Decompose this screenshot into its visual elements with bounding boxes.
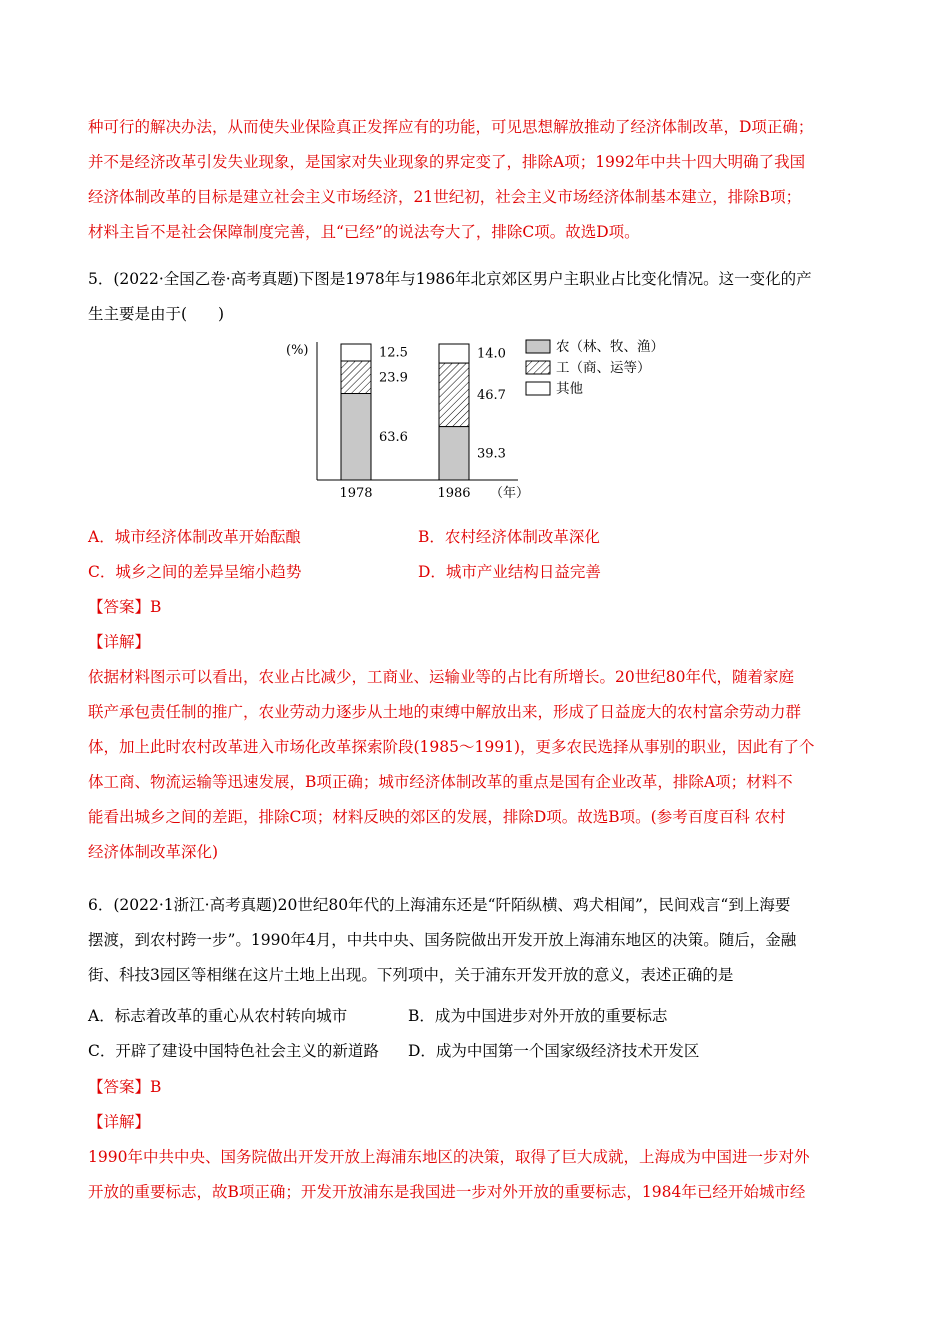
detail-label: 【详解】 (88, 1113, 151, 1131)
legend-swatch (526, 361, 550, 374)
legend-swatch (526, 340, 550, 353)
q5-answer-block (88, 590, 862, 870)
text-line: 街、科技3园区等相继在这片土地上出现。下列项中，关于浦东开发开放的意义，表述正确的是 (88, 966, 734, 984)
text-line: 种可行的解决办法，从而使失业保险真正发挥应有的功能，可见思想解放推动了经济体制改革，D项正确； (88, 118, 814, 136)
text-line: 6．(2022·1浙江·高考真题)20世纪80年代的上海浦东还是“阡陌纵横、鸡犬相闻”，民间戏言“到上海要 (88, 896, 791, 914)
text-line: 摆渡，到农村跨一步”。1990年4月，中共中央、国务院做出开发开放上海浦东地区的决策。随后，金融 (88, 931, 797, 949)
option-b: B．农村经济体制改革深化 (418, 528, 600, 546)
text-line: 1990年中共中央、国务院做出开发开放上海浦东地区的决策，取得了巨大成就，上海成为中国进一步对外 (88, 1148, 810, 1166)
legend-swatch (526, 382, 550, 395)
bar-segment (439, 344, 469, 363)
data-label: 23.9 (379, 370, 408, 386)
legend-label: 其他 (556, 381, 583, 397)
text-line: 5．(2022·全国乙卷·高考真题)下图是1978年与1986年北京郊区男户主职业占比变化情况。这一变化的产 (88, 270, 812, 288)
option-c: C．开辟了建设中国特色社会主义的新道路 (88, 1042, 379, 1060)
q6-options (88, 999, 862, 1069)
text-line: 开放的重要标志，故B项正确；开发开放浦东是我国进一步对外开放的重要标志，1984年已经开始城市经 (88, 1183, 806, 1201)
text-line: 生主要是由于( ) (88, 305, 225, 323)
bar-segment (341, 344, 371, 361)
bar-segment (341, 394, 371, 480)
text-line: 经济体制改革的目标是建立社会主义市场经济，21世纪初，社会主义市场经济体制基本建立，排除B项； (88, 188, 802, 206)
bar-segment (341, 361, 371, 394)
legend (526, 338, 664, 397)
text-line: 并不是经济改革引发失业现象，是国家对失业现象的界定变了，排除A项；1992年中共十四大明确了我国 (88, 153, 806, 171)
y-axis-label: (%) (286, 343, 309, 358)
text-line: 体，加上此时农村改革进入市场化改革探索阶段(1985～1991)，更多农民选择从事别的职业，因此有了个 (88, 738, 815, 756)
text-line: 材料主旨不是社会保障制度完善，且“已经”的说法夸大了，排除C项。故选D项。 (88, 223, 640, 241)
q4-explanation (88, 110, 862, 250)
legend-label: 农（林、牧、渔） (556, 339, 664, 355)
bar-segment (439, 427, 469, 480)
detail-label: 【详解】 (88, 633, 151, 651)
option-d: D．成为中国第一个国家级经济技术开发区 (408, 1042, 700, 1060)
x-axis-label: （年） (490, 486, 530, 501)
answer-line: 【答案】B (88, 1078, 162, 1096)
data-label: 63.6 (379, 429, 408, 445)
stacked-bar-chart (280, 330, 680, 510)
text-line: 联产承包责任制的推广，农业劳动力逐步从土地的束缚中解放出来，形成了日益庞大的农村富余劳动力群 (88, 703, 802, 721)
data-label: 14.0 (477, 346, 506, 362)
option-c: C．城乡之间的差异呈缩小趋势 (88, 563, 302, 581)
answer-line: 【答案】B (88, 598, 162, 616)
data-label: 39.3 (477, 446, 506, 462)
data-label: 12.5 (379, 345, 408, 361)
text-line: 能看出城乡之间的差距，排除C项；材料反映的郊区的发展，排除D项。故选B项。(参考百度百科 农村 (88, 808, 786, 826)
q6-answer-block (88, 1070, 862, 1210)
q6-stem (88, 888, 862, 993)
data-label: 46.7 (477, 387, 506, 403)
option-a: A．标志着改革的重心从农村转向城市 (88, 1007, 348, 1025)
text-line: 依据材料图示可以看出，农业占比减少，工商业、运输业等的占比有所增长。20世纪80年代，随着家庭 (88, 668, 794, 686)
option-d: D．城市产业结构日益完善 (418, 563, 601, 581)
text-line: 经济体制改革深化) (88, 843, 219, 861)
q5-stem (88, 262, 862, 332)
x-tick-label: 1978 (339, 486, 373, 501)
bar-segment (439, 363, 469, 427)
bars-group (341, 344, 506, 480)
text-line: 体工商、物流运输等迅速发展，B项正确；城市经济体制改革的重点是国有企业改革，排除A项；材料不 (88, 773, 793, 791)
option-b: B．成为中国进步对外开放的重要标志 (408, 1007, 668, 1025)
q5-options (88, 520, 862, 590)
option-a: A．城市经济体制改革开始酝酿 (88, 528, 301, 546)
x-tick-label: 1986 (437, 486, 471, 501)
legend-label: 工（商、运等） (556, 360, 651, 376)
